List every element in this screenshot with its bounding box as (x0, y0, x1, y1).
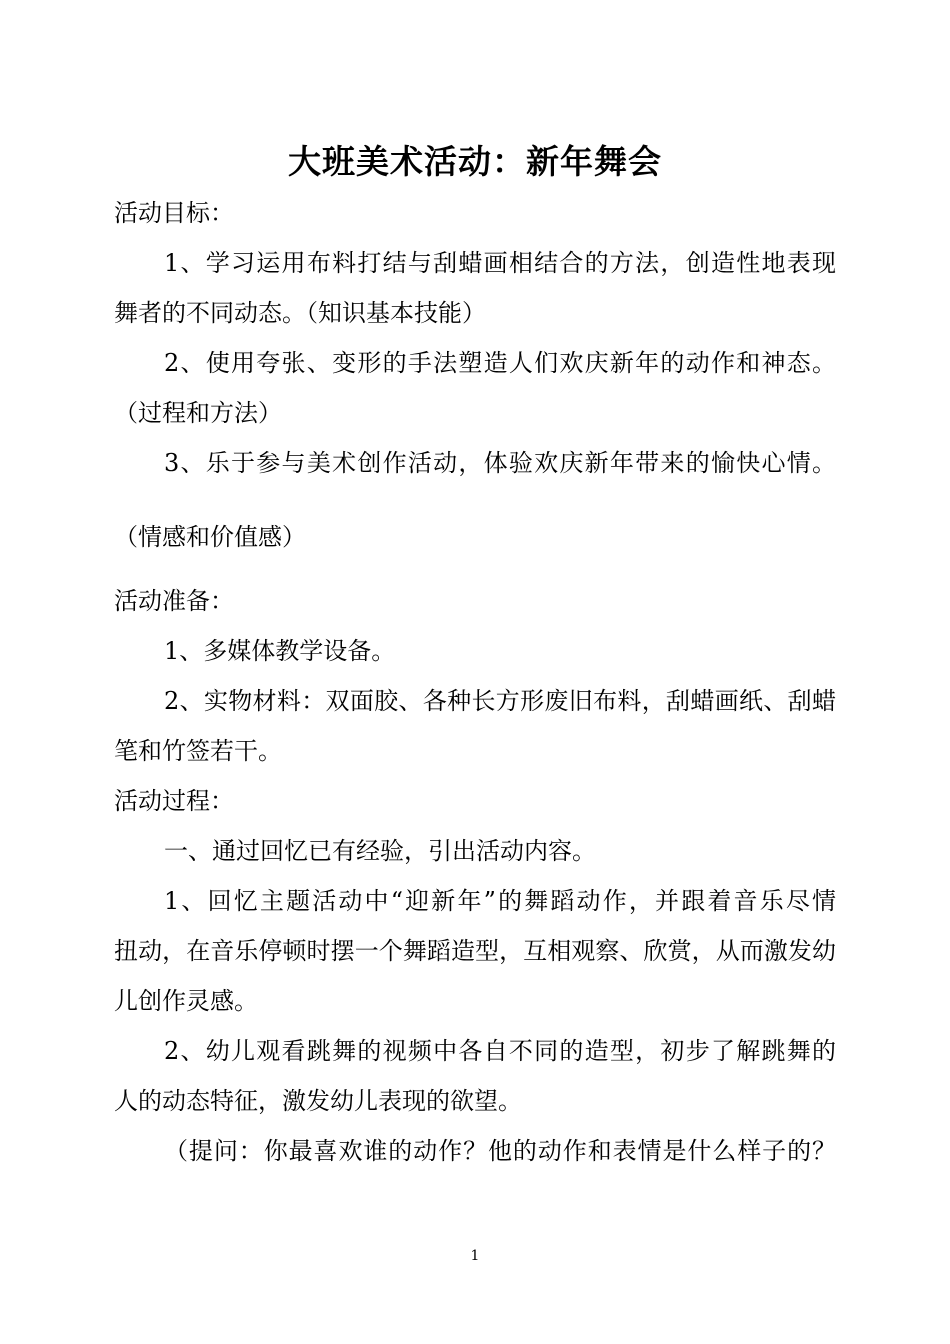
paragraph-line: 一、通过回忆已有经验，引出活动内容。 (164, 837, 596, 865)
document-title: 大班美术活动：新年舞会 (288, 142, 662, 181)
section-heading-preparation: 活动准备： (114, 587, 234, 615)
paragraph-line: （提问：你最喜欢谁的动作？他的动作和表情是什么样子的？ (164, 1137, 836, 1165)
paragraph-line: 扭动，在音乐停顿时摆一个舞蹈造型，互相观察、欣赏，从而激发幼 (114, 937, 836, 965)
paragraph-line: 2、使用夸张、变形的手法塑造人们欢庆新年的动作和神态。 (164, 349, 836, 377)
paragraph-line: 1、学习运用布料打结与刮蜡画相结合的方法，创造性地表现 (164, 249, 836, 277)
page-number: 1 (470, 1248, 480, 1264)
paragraph-line: 1、回忆主题活动中“迎新年”的舞蹈动作，并跟着音乐尽情 (164, 887, 836, 915)
paragraph-line: 2、实物材料：双面胶、各种长方形废旧布料，刮蜡画纸、刮蜡 (164, 687, 836, 715)
paragraph-line: 2、幼儿观看跳舞的视频中各自不同的造型，初步了解跳舞的 (164, 1037, 836, 1065)
paragraph-line: 3、乐于参与美术创作活动，体验欢庆新年带来的愉快心情。 (164, 449, 836, 477)
paragraph-line: 儿创作灵感。 (114, 987, 258, 1015)
paragraph-line: 笔和竹签若干。 (114, 737, 282, 765)
paragraph-line: （情感和价值感） (114, 523, 306, 551)
section-heading-goals: 活动目标： (114, 199, 234, 227)
paragraph-line: 人的动态特征，激发幼儿表现的欲望。 (114, 1087, 522, 1115)
paragraph-line: 舞者的不同动态。（知识基本技能） (114, 299, 486, 327)
paragraph-line: 1、多媒体教学设备。 (164, 637, 396, 665)
section-heading-process: 活动过程： (114, 787, 234, 815)
paragraph-line: （过程和方法） (114, 399, 282, 427)
